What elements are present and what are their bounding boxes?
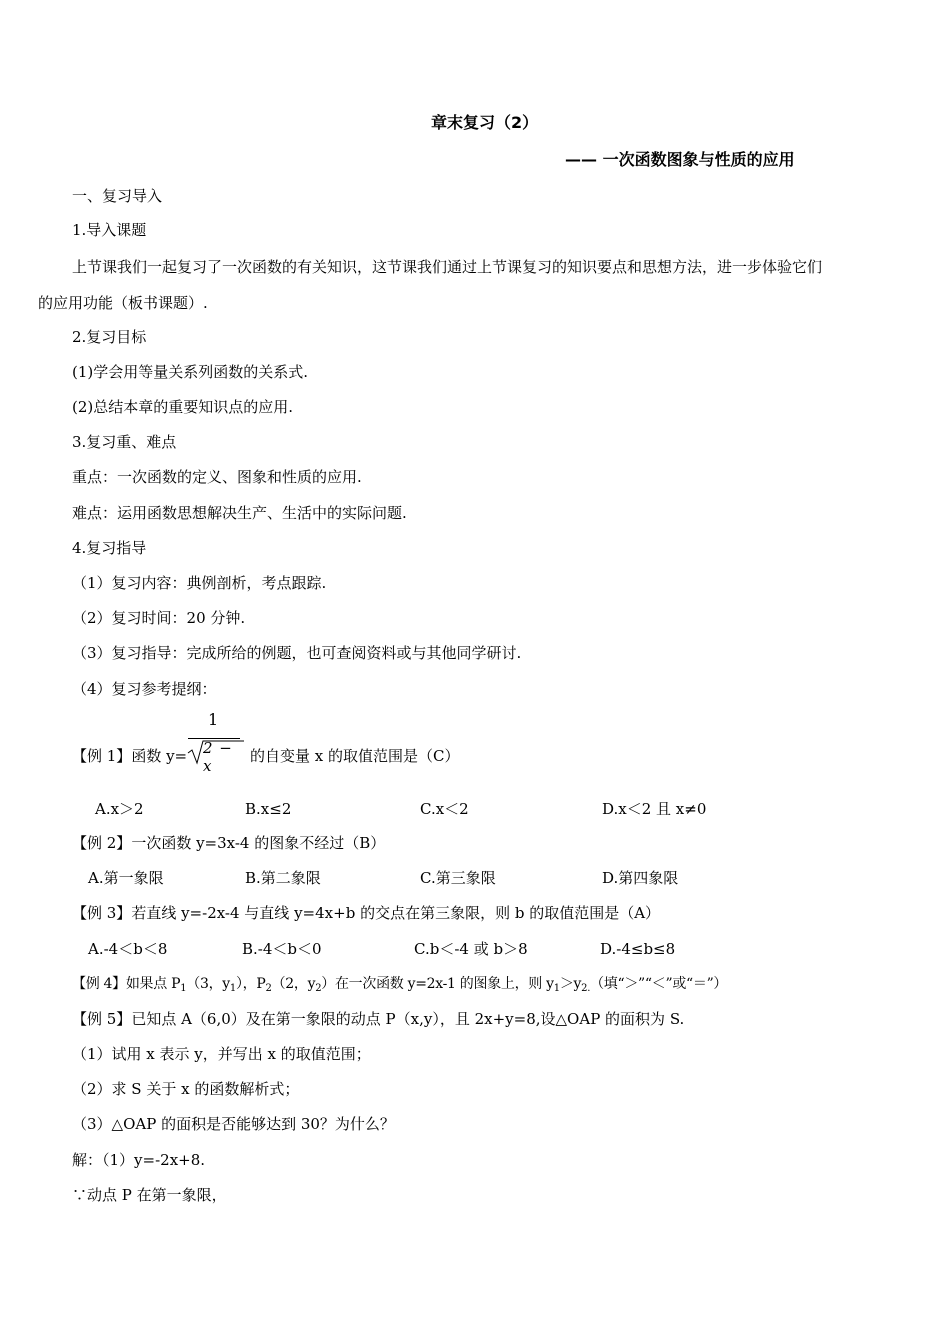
- example-label: 【例 1】: [72, 747, 132, 765]
- ex4-text: （2，y: [271, 976, 316, 992]
- option-b: B.-4＜b＜0: [242, 940, 322, 958]
- ex4-text: ＞y: [559, 976, 582, 992]
- example-1-line: [72, 746, 187, 766]
- goal-1: (1)学会用等量关系列函数的关系式.: [72, 363, 309, 381]
- example-1-suffix: 的自变量 x 的取值范围是（C）: [250, 747, 460, 765]
- solution-line-2: ∵动点 P 在第一象限，: [72, 1186, 227, 1204]
- question-1: （1）试用 x 表示 y，并写出 x 的取值范围；: [72, 1045, 371, 1063]
- example-label: 【例 3】: [72, 904, 132, 922]
- guide-4: （4）复习参考提纲：: [72, 680, 217, 698]
- ex4-subscript: 1: [553, 983, 560, 994]
- option-a: A.-4＜b＜8: [88, 940, 168, 958]
- option-b: B.第二象限: [245, 869, 321, 887]
- key-point: 重点：一次函数的定义、图象和性质的应用.: [72, 468, 362, 486]
- example-label: 【例 5】: [72, 1010, 132, 1028]
- example-3-line: [72, 903, 660, 923]
- item-heading-4: 4.复习指导: [72, 539, 147, 557]
- intro-line-1: 上节课我们一起复习了一次函数的有关知识，这节课我们通过上节课复习的知识要点和思想方法，进一步体验它们: [72, 258, 823, 276]
- example-1-prefix: 函数 y=: [131, 747, 188, 765]
- ex4-subscript: 2: [315, 983, 322, 994]
- guide-3: （3）复习指导：完成所给的例题，也可查阅资料或与其他同学研讨.: [72, 644, 522, 662]
- guide-2: （2）复习时间：20 分钟.: [72, 609, 246, 627]
- option-a: A.x＞2: [95, 800, 144, 818]
- item-heading-1: 1.导入课题: [72, 221, 147, 239]
- guide-1: （1）复习内容：典例剖析，考点跟踪.: [72, 574, 327, 592]
- ex4-text: （填“＞”“＜”或“＝”）: [590, 976, 728, 992]
- page-title: 章末复习（2）: [431, 113, 539, 132]
- radicand: 2 − x: [203, 739, 233, 775]
- example-2-text: 一次函数 y=3x-4 的图象不经过（B）: [131, 834, 386, 852]
- option-d: D.-4≤b≤8: [600, 940, 676, 958]
- item-heading-3: 3.复习重、难点: [72, 433, 177, 451]
- option-c: C.b＜-4 或 b＞8: [414, 940, 528, 958]
- intro-line-2: 的应用功能（板书课题）.: [38, 294, 208, 312]
- item-heading-2: 2.复习目标: [72, 328, 147, 346]
- example-label: 【例 2】: [72, 834, 132, 852]
- question-3: （3）△OAP 的面积是否能够达到 30？为什么？: [72, 1115, 395, 1133]
- example-5-text: 已知点 A（6,0）及在第一象限的动点 P（x,y），且 2x+y=8,设△OAP 的面积为 S.: [131, 1010, 685, 1028]
- page-subtitle: —— 一次函数图象与性质的应用: [565, 150, 795, 169]
- ex4-text: 如果点 P: [125, 976, 181, 992]
- ex4-subscript: 2.: [581, 983, 591, 994]
- option-c: C.x＜2: [420, 800, 469, 818]
- option-a: A.第一象限: [88, 869, 164, 887]
- fraction: [186, 710, 246, 775]
- goal-2: (2)总结本章的重要知识点的应用.: [72, 398, 294, 416]
- fraction-numerator: 1: [208, 710, 219, 729]
- section-heading: 一、复习导入: [72, 187, 163, 205]
- option-d: D.第四象限: [602, 869, 679, 887]
- example-3-text: 若直线 y=-2x-4 与直线 y=4x+b 的交点在第三象限，则 b 的取值范围是（A）: [131, 904, 661, 922]
- ex4-subscript: 1: [180, 983, 187, 994]
- question-2: （2）求 S 关于 x 的函数解析式；: [72, 1080, 300, 1098]
- ex4-text: ），P: [235, 976, 266, 992]
- example-5-line: [72, 1009, 684, 1029]
- difficult-point: 难点：运用函数思想解决生产、生活中的实际问题.: [72, 504, 407, 522]
- ex4-text: （3，y: [186, 976, 230, 992]
- solution-line-1: 解：（1）y=-2x+8.: [72, 1151, 206, 1169]
- option-d: D.x＜2 且 x≠0: [602, 800, 707, 818]
- example-4-line: [72, 974, 727, 994]
- option-c: C.第三象限: [420, 869, 496, 887]
- ex4-subscript: 1: [229, 983, 236, 994]
- ex4-subscript: 2: [265, 983, 272, 994]
- example-2-line: [72, 833, 385, 853]
- example-label: 【例 4】: [72, 976, 126, 992]
- ex4-text: ）在一次函数 y=2x-1 的图象上，则 y: [321, 976, 554, 992]
- option-b: B.x≤2: [245, 800, 292, 818]
